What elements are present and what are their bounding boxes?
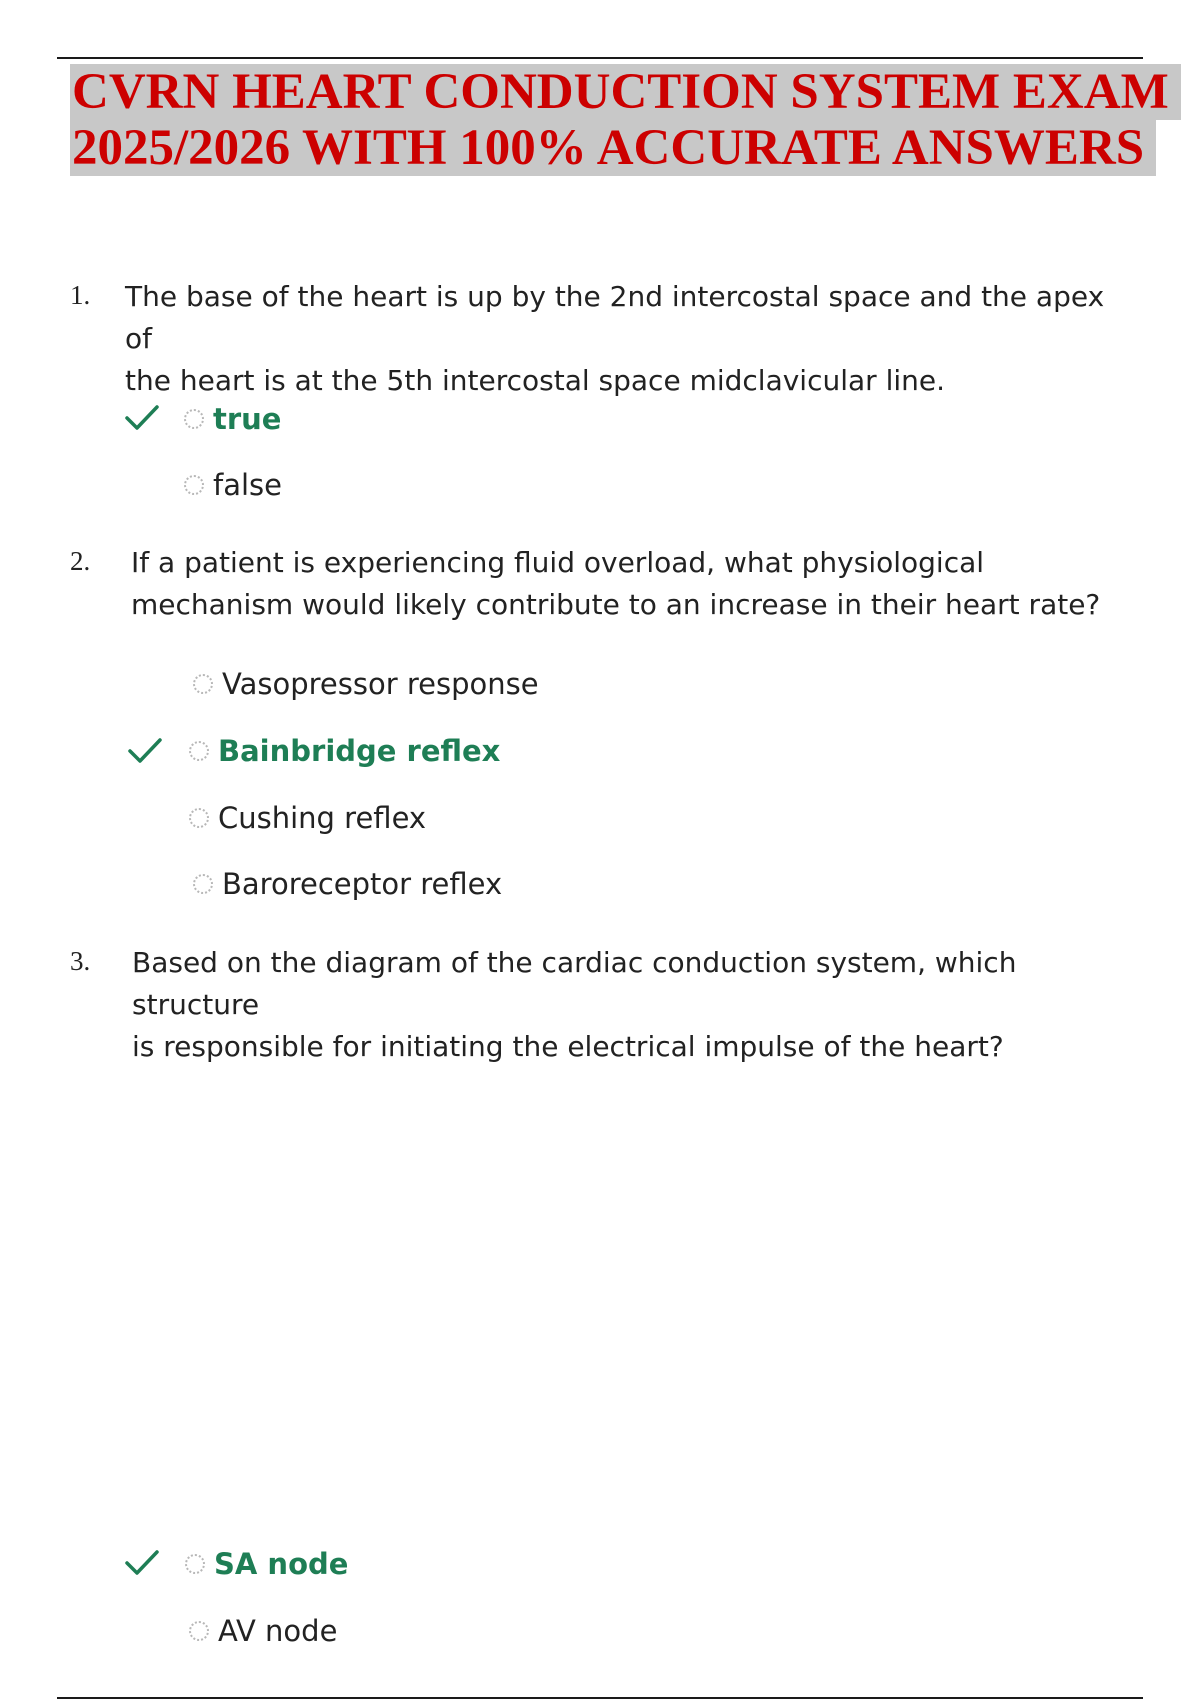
- title-line-1: CVRN HEART CONDUCTION SYSTEM EXAM: [70, 64, 1181, 120]
- question-3-number: 3.: [70, 946, 91, 976]
- question-3-text: [132, 942, 1132, 1068]
- radio-circle-icon[interactable]: [184, 475, 204, 495]
- option-label: Vasopressor response: [222, 667, 539, 701]
- question-2-line-1: If a patient is experiencing fluid overload, what physiological: [131, 546, 985, 579]
- option-q2-baroreceptor[interactable]: [193, 864, 502, 904]
- check-icon: [127, 736, 163, 766]
- option-q3-av-node[interactable]: [189, 1611, 337, 1651]
- document-title: [70, 64, 1181, 176]
- option-label: Cushing reflex: [218, 801, 427, 835]
- title-line-2: 2025/2026 WITH 100% ACCURATE ANSWERS: [70, 120, 1156, 176]
- option-q2-bainbridge[interactable]: [189, 731, 500, 771]
- option-q1-false[interactable]: [184, 465, 282, 505]
- option-label: Baroreceptor reflex: [222, 867, 503, 901]
- option-q3-sa-node[interactable]: [185, 1544, 348, 1584]
- radio-circle-icon[interactable]: [193, 874, 213, 894]
- option-label: Bainbridge reflex: [218, 734, 501, 768]
- question-1-number: 1.: [70, 280, 91, 310]
- radio-circle-icon[interactable]: [185, 1554, 205, 1574]
- question-3-line-2: is responsible for initiating the electrical impulse of the heart?: [132, 1030, 1004, 1063]
- question-2-number: 2.: [70, 546, 91, 576]
- radio-circle-icon[interactable]: [184, 409, 204, 429]
- option-q2-vasopressor[interactable]: [193, 664, 539, 704]
- option-q2-cushing[interactable]: [189, 798, 426, 838]
- radio-circle-icon[interactable]: [189, 1621, 209, 1641]
- question-1-text: [125, 276, 1125, 402]
- check-icon: [124, 1548, 160, 1578]
- option-label: AV node: [218, 1614, 338, 1648]
- option-label: true: [213, 402, 282, 436]
- top-divider: [57, 57, 1143, 59]
- radio-circle-icon[interactable]: [193, 674, 213, 694]
- question-1-line-1: The base of the heart is up by the 2nd intercostal space and the apex of: [125, 280, 1105, 355]
- radio-circle-icon[interactable]: [189, 808, 209, 828]
- option-label: false: [213, 468, 282, 502]
- radio-circle-icon[interactable]: [189, 741, 209, 761]
- question-3-line-1: Based on the diagram of the cardiac conduction system, which structure: [132, 946, 1017, 1021]
- question-2-line-2: mechanism would likely contribute to an increase in their heart rate?: [131, 588, 1101, 621]
- question-1-line-2: the heart is at the 5th intercostal space midclavicular line.: [125, 364, 945, 397]
- check-icon: [124, 403, 160, 433]
- bottom-divider: [57, 1697, 1143, 1699]
- option-q1-true[interactable]: [184, 399, 281, 439]
- option-label: SA node: [214, 1547, 349, 1581]
- question-2-text: [131, 542, 1131, 626]
